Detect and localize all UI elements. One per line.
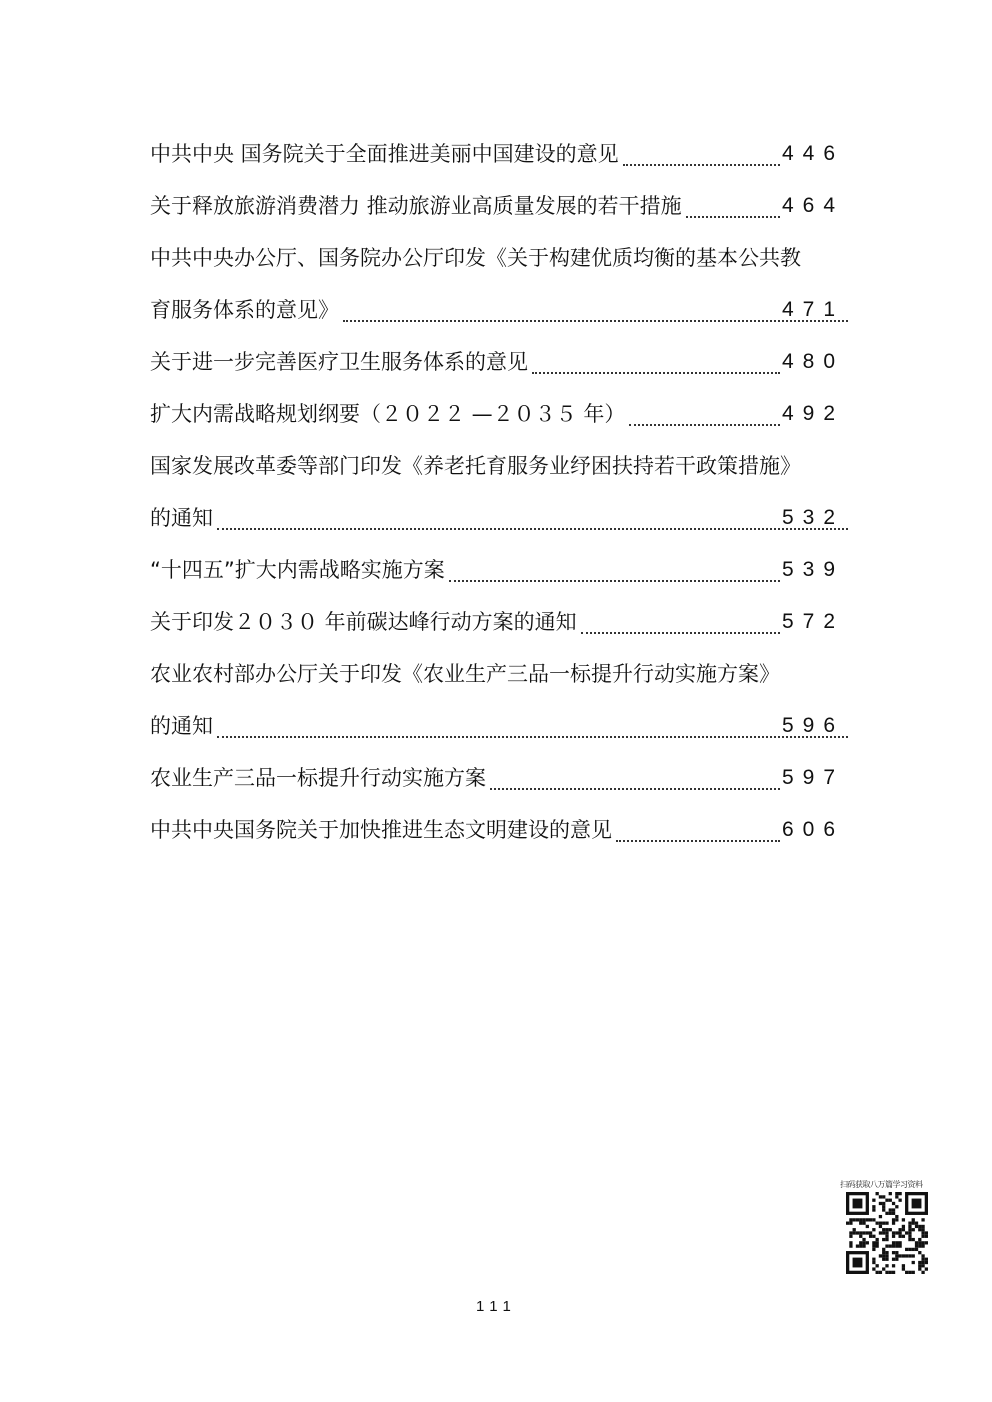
toc-page-number: 532 [782,506,845,529]
toc-entry-line [150,596,880,648]
toc-page-number: 596 [782,714,845,737]
toc-page-number: 471 [782,298,845,321]
toc-page-number: 480 [782,350,845,373]
toc-page-number: 572 [782,610,845,633]
toc-page-number: 597 [782,766,845,789]
toc-entry-title: 育服务体系的意见》 [150,284,341,336]
toc-entry-title: 中共中央国务院关于加快推进生态文明建设的意见 [150,804,614,856]
toc-entry-title: 关于进一步完善医疗卫生服务体系的意见 [150,336,530,388]
toc-entry-title: 扩大内需战略规划纲要（２０２２ —２０３５ 年） [150,388,627,440]
toc-entry-line [150,804,880,856]
toc-entry-line [150,336,880,388]
toc-entry-line [150,700,880,752]
toc-entry-line [150,388,880,440]
toc-leader-dots [616,840,780,842]
toc-page-number: 464 [782,194,845,217]
toc-page-number: 539 [782,558,845,581]
toc-page-number: 446 [782,142,845,165]
toc-leader-dots [343,320,848,322]
toc-entry-title: 中共中央 国务院关于全面推进美丽中国建设的意见 [150,128,621,180]
toc-entry-line [150,180,880,232]
toc-entry-title: 关于释放旅游消费潜力 推动旅游业高质量发展的若干措施 [150,180,684,232]
toc-entry-line [150,544,880,596]
toc-leader-dots [581,632,780,634]
toc-entry-line [150,284,880,336]
qr-caption: 扫码获取八万篇学习资料 [840,1180,923,1189]
toc-leader-dots [217,736,848,738]
page-number: 111 [476,1298,517,1315]
toc-leader-dots [532,372,780,374]
toc-entry-line [150,752,880,804]
toc-entry-line [150,648,880,700]
toc-entry-title: 的通知 [150,700,215,752]
toc-entry-title: “十四五”扩大内需战略实施方案 [150,544,447,596]
toc-entry-title: 农业生产三品一标提升行动实施方案 [150,752,488,804]
qr-code-icon [846,1192,928,1274]
toc-entry-line [150,440,880,492]
toc-leader-dots [686,216,780,218]
toc-leader-dots [217,528,848,530]
toc-entry-title: 关于印发２０３０ 年前碳达峰行动方案的通知 [150,596,579,648]
toc-entry-line [150,232,880,284]
toc-entry-line [150,128,880,180]
toc-page-number: 492 [782,402,845,425]
toc-entry-title: 国家发展改革委等部门印发《养老托育服务业纾困扶持若干政策措施》 [150,440,803,492]
toc-entry-title: 农业农村部办公厅关于印发《农业生产三品一标提升行动实施方案》 [150,648,782,700]
table-of-contents [150,128,880,856]
toc-entry-line [150,492,880,544]
toc-page-number: 606 [782,818,845,841]
toc-leader-dots [629,424,780,426]
toc-entry-title: 的通知 [150,492,215,544]
toc-leader-dots [490,788,780,790]
toc-leader-dots [623,164,780,166]
toc-leader-dots [449,580,780,582]
toc-entry-title: 中共中央办公厅、国务院办公厅印发《关于构建优质均衡的基本公共教 [150,232,803,284]
